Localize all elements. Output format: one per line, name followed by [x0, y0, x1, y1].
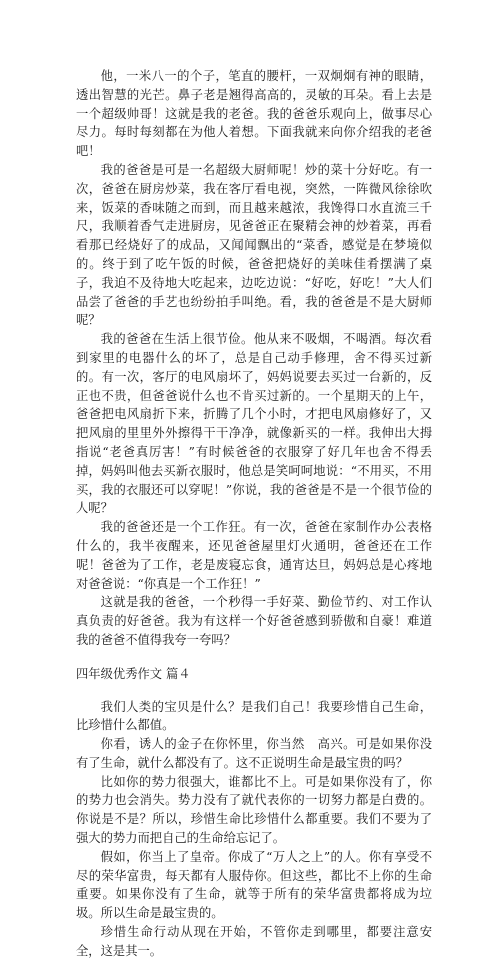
paragraph: 假如，你当上了皇帝。你成了“万人之上”的人。你有享受不尽的荣华富贵，每天都有人服侍你。但这些，都比不上你的生命重要。如果你没有了生命，就等于所有的荣华富贵都将成为垃圾。所以生命是最宝贵的。: [76, 849, 432, 921]
article-father: [76, 67, 432, 650]
article-life: [76, 698, 432, 961]
paragraph: 我的爸爸在生活上很节俭。他从来不吸烟，不喝酒。每次看到家里的电器什么的坏了，总是自己动手修理，舍不得买过新的。有一次，客厅的电风扇坏了，妈妈说要去买过一台新的，反正也不贵，但爸爸说什么也不肯买过新的。一个星期天的上午，爸爸把电风扇折下来，折腾了几个小时，才把电风扇修好了，又把风扇的里里外外擦得干干净净，就像新买的一样。我伸出大拇指说“老爸真厉害！”有时候爸爸的衣服穿了好几年也舍不得丢掉，妈妈叫他去买新衣服时，他总是笑呵呵地说：“不用买，不用买，我的衣服还可以穿呢！”你说，我的爸爸是不是一个很节俭的人呢？: [76, 332, 432, 516]
paragraph: 这就是我的爸爸，一个秒得一手好菜、勤俭节约、对工作认真负责的好爸爸。我为有这样一个好爸爸感到骄傲和自豪！难道我的爸爸不值得我夸一夸吗？: [76, 595, 432, 647]
paragraph: 我的爸爸还是一个工作狂。有一次，爸爸在家制作办公表格什么的，我半夜醒来，还见爸爸屋里灯火通明，爸爸还在工作呢！爸爸为了工作，老是废寝忘食，通宵达旦，妈妈总是心疼地对爸爸说：“你真是一个工作狂！”: [76, 520, 432, 591]
paragraph: 珍惜生命行动从现在开始，不管你走到哪里，都要注意安全，这是其一。: [76, 925, 432, 958]
paragraph: 我的爸爸是可是一名超级大厨师呢！炒的菜十分好吃。有一次，爸爸在厨房炒菜，我在客厅看电视，突然，一阵微风徐徐吹来，饭菜的香味随之而到，而且越来越浓，我馋得口水直流三千尺，我顺着香气走进厨房，见爸爸正在聚精会神的炒着菜，再看看那已经烧好了的成品，又闻闻飘出的“菜香，感觉是在梦境似的。终于到了吃午饭的时候，爸爸把烧好的美味佳肴摆满了桌子，我迫不及待地大吃起来，边吃边说：“好吃，好吃！”大人们品尝了爸爸的手艺也纷纷拍手叫绝。看，我的爸爸是不是大厨师呢？: [76, 162, 432, 328]
document-page: [76, 67, 432, 961]
paragraph: 比如你的势力很强大，谁都比不上。可是如果你没有了，你的势力也会消失。势力没有了就代表你的一切努力都是白费的。你说是不是？所以，珍惜生命比珍惜什么都重要。我们不要为了强大的势力而把自己的生命给忘记了。: [76, 774, 432, 846]
paragraph: 我们人类的宝贝是什么？是我们自己！我要珍惜自己生命，比珍惜什么都值。: [76, 699, 432, 733]
section-title: 四年级优秀作文 篇４: [76, 666, 191, 681]
paragraph: 他，一米八一的个子，笔直的腰杆，一双炯炯有神的眼睛，透出智慧的光芒。鼻子老是翘得高高的，灵敏的耳朵。看上去是一个超级帅哥！这就是我的老爸。我的爸爸乐观向上，做事尽心尽力。每时每刻都在为他人着想。下面我就来向你介绍我的老爸吧！: [76, 69, 432, 159]
paragraph: 你看，诱人的金子在你怀里，你当然 高兴。可是如果你没有了生命，就什么都没有了。这不正说明生命是最宝贵的吗？: [76, 737, 432, 770]
